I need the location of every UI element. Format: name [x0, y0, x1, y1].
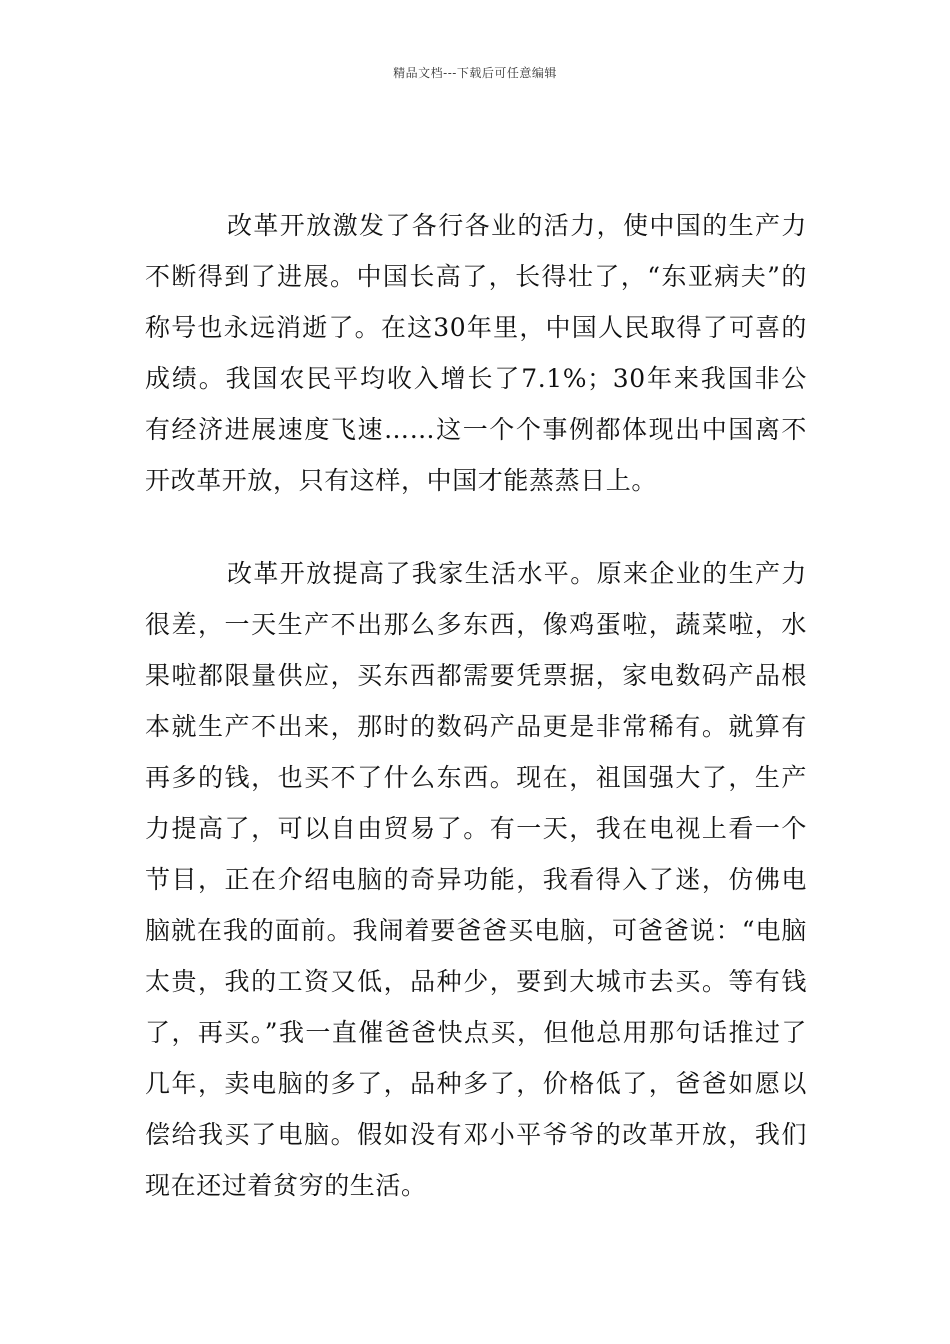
- body-paragraph-2: 改革开放提高了我家生活水平。原来企业的生产力很差，一天生产不出那么多东西，像鸡蛋啦，蔬菜啦，水果啦都限量供应，买东西都需要凭票据，家电数码产品根本就生产不出来，那时的数码产品更是非常稀有。就算有再多的钱，也买不了什么东西。现在，祖国强大了，生产力提高了，可以自由贸易了。有一天，我在电视上看一个节目，正在介绍电脑的奇异功能，我看得入了迷，仿佛电脑就在我的面前。我闹着要爸爸买电脑，可爸爸说：“电脑太贵，我的工资又低，品种少，要到大城市去买。等有钱了，再买。”我一直催爸爸快点买，但他总用那句话推过了几年，卖电脑的多了，品种多了，价格低了，爸爸如愿以偿给我买了电脑。假如没有邓小平爷爷的改革开放，我们现在还过着贫穷的生活。: [145, 559, 807, 1200]
- body-paragraph-1: 改革开放激发了各行各业的活力，使中国的生产力不断得到了进展。中国长高了，长得壮了，“东亚病夫”的称号也永远消逝了。在这30年里，中国人民取得了可喜的成绩。我国农民平均收入增长了7.1%；30年来我国非公有经济进展速度飞速……这一个个事例都体现出中国离不开改革开放，只有这样，中国才能蒸蒸日上。: [145, 211, 807, 495]
- page-header: 精品文档---下载后可任意编辑: [393, 66, 557, 80]
